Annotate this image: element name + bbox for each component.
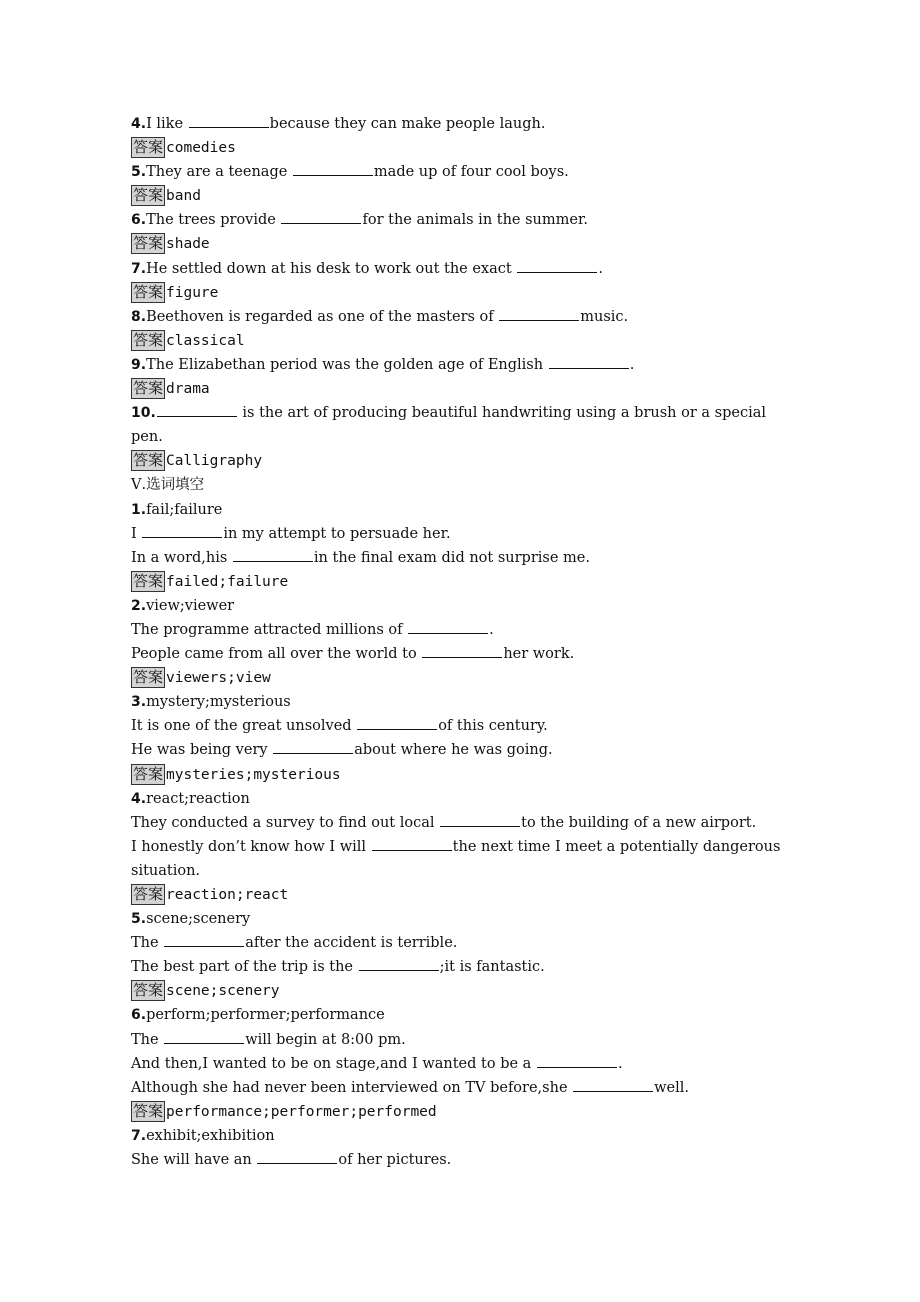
answer-blank xyxy=(440,812,520,827)
sentence-text: ;it is fantastic. xyxy=(439,959,545,976)
sentence-line xyxy=(131,642,796,666)
word-options-line xyxy=(131,594,796,618)
question-number: 9. xyxy=(131,356,147,373)
sentence-text: I honestly don’t know how I will xyxy=(131,838,371,855)
question-number: 10. xyxy=(131,405,156,422)
answer-text: Calligraphy xyxy=(166,453,263,470)
sentence-text: It is one of the great unsolved xyxy=(131,718,357,735)
question-text: for the animals in the summer. xyxy=(362,212,588,229)
answer-blank xyxy=(537,1053,617,1068)
answer-badge: 答案 xyxy=(133,186,164,205)
sentence-text: in my attempt to persuade her. xyxy=(223,525,451,542)
answer-line xyxy=(131,449,796,473)
question-line xyxy=(131,305,796,329)
answer-line xyxy=(131,184,796,208)
question-number: 4. xyxy=(131,790,147,807)
sentence-line xyxy=(131,714,796,738)
sentence-text: after the accident is terrible. xyxy=(245,935,458,952)
sentence-text: of her pictures. xyxy=(338,1152,452,1169)
question-line xyxy=(131,257,796,281)
question-number: 7. xyxy=(131,260,147,277)
word-options-line xyxy=(131,690,796,714)
answer-badge: 答案 xyxy=(133,885,164,903)
answer-blank xyxy=(233,547,313,562)
answer-line xyxy=(131,666,796,690)
answer-text: classical xyxy=(166,332,245,349)
answer-line xyxy=(131,377,796,401)
word-group xyxy=(131,1003,796,1123)
question-number: 6. xyxy=(131,212,147,229)
sentence-text: of this century. xyxy=(438,718,548,735)
word-options-line xyxy=(131,907,796,931)
answer-blank xyxy=(573,1077,653,1092)
answer-line xyxy=(131,1100,796,1124)
sentence-line xyxy=(131,738,796,762)
sentence-text: The xyxy=(131,935,164,952)
answer-line xyxy=(131,136,796,160)
part4-item xyxy=(131,257,796,305)
answer-line xyxy=(131,329,796,353)
question-text: He settled down at his desk to work out the exact xyxy=(146,260,517,277)
word-group xyxy=(131,690,796,786)
part4-item xyxy=(131,208,796,256)
answer-line xyxy=(131,763,796,787)
answer-text: shade xyxy=(166,236,210,253)
sentence-text: People came from all over the world to xyxy=(131,646,422,663)
answer-blank xyxy=(499,306,579,321)
word-group xyxy=(131,907,796,1003)
word-options: perform;performer;performance xyxy=(146,1007,385,1024)
part4-item xyxy=(131,353,796,401)
sentence-line xyxy=(131,546,796,570)
question-line xyxy=(131,112,796,136)
word-group xyxy=(131,594,796,690)
question-text: Beethoven is regarded as one of the masters of xyxy=(146,308,499,325)
answer-badge: 答案 xyxy=(133,234,164,253)
sentence-line xyxy=(131,1148,796,1172)
question-text: The trees provide xyxy=(146,212,281,229)
sentence-text: The best part of the trip is the xyxy=(131,959,358,976)
question-text: made up of four cool boys. xyxy=(373,164,569,181)
answer-badge: 答案 xyxy=(133,282,164,301)
question-number: 2. xyxy=(131,597,147,614)
question-text: The Elizabethan period was the golden age of English xyxy=(146,356,548,373)
word-options: fail;failure xyxy=(146,501,223,518)
answer-line xyxy=(131,570,796,594)
sentence-text: And then,I wanted to be on stage,and I wanted to be a xyxy=(131,1055,536,1072)
answer-blank xyxy=(142,523,222,538)
answer-blank xyxy=(164,1029,244,1044)
exercise-content xyxy=(131,112,796,1172)
sentence-text: the next time I meet a potentially dangerous situation. xyxy=(131,838,781,879)
word-group xyxy=(131,1124,796,1172)
answer-text: band xyxy=(166,188,201,205)
sentence-line xyxy=(131,618,796,642)
sentence-line xyxy=(131,811,796,835)
word-options: view;viewer xyxy=(146,597,235,614)
sentence-text: will begin at 8:00 pm. xyxy=(245,1031,406,1048)
part4-item xyxy=(131,401,796,473)
answer-blank xyxy=(257,1149,337,1164)
sentence-line xyxy=(131,1052,796,1076)
sentence-line xyxy=(131,1076,796,1100)
answer-badge: 答案 xyxy=(133,1101,164,1120)
sentence-line xyxy=(131,835,796,883)
word-options-line xyxy=(131,787,796,811)
word-options-line xyxy=(131,498,796,522)
question-number: 5. xyxy=(131,911,147,928)
sentence-text: They conducted a survey to find out local xyxy=(131,814,440,831)
question-text: because they can make people laugh. xyxy=(269,116,546,132)
sentence-text: I xyxy=(131,525,142,542)
answer-text: drama xyxy=(166,381,210,398)
question-number: 8. xyxy=(131,308,147,325)
sentence-text: about where he was going. xyxy=(354,742,553,759)
sentence-line xyxy=(131,931,796,955)
answer-blank xyxy=(189,113,269,128)
sentence-text: her work. xyxy=(503,646,575,663)
word-options: mystery;mysterious xyxy=(146,694,291,711)
question-line xyxy=(131,160,796,184)
question-text: music. xyxy=(580,308,629,325)
answer-badge: 答案 xyxy=(133,764,164,783)
sentence-text: The xyxy=(131,1031,164,1048)
question-text: They are a teenage xyxy=(146,164,292,181)
sentence-text: She will have an xyxy=(131,1152,257,1169)
answer-text: failed;failure xyxy=(166,573,289,590)
answer-blank xyxy=(357,715,437,730)
sentence-text: to the building of a new airport. xyxy=(521,814,757,831)
word-group xyxy=(131,498,796,594)
sentence-text: Although she had never been interviewed on TV before,she xyxy=(131,1079,573,1096)
answer-text: reaction;react xyxy=(166,887,289,903)
question-number: 4. xyxy=(131,116,147,132)
answer-badge: 答案 xyxy=(133,138,164,157)
answer-badge: 答案 xyxy=(133,330,164,349)
question-line xyxy=(131,401,796,449)
answer-badge: 答案 xyxy=(133,668,164,687)
answer-blank xyxy=(422,643,502,658)
sentence-text: . xyxy=(489,621,494,638)
question-number: 6. xyxy=(131,1007,147,1024)
answer-blank xyxy=(359,956,439,971)
sentence-text: The programme attracted millions of xyxy=(131,621,408,638)
sentence-text: He was being very xyxy=(131,742,273,759)
question-number: 7. xyxy=(131,1127,147,1144)
answer-line xyxy=(131,883,796,907)
question-text: I like xyxy=(146,116,188,132)
answer-badge: 答案 xyxy=(133,379,164,398)
answer-text: scene;scenery xyxy=(166,983,280,1000)
answer-blank xyxy=(157,402,237,417)
question-line xyxy=(131,353,796,377)
answer-line xyxy=(131,281,796,305)
answer-badge: 答案 xyxy=(133,451,164,470)
question-text: is the art of producing beautiful handwriting using a brush or a special pen. xyxy=(131,405,766,446)
question-text: . xyxy=(598,260,603,277)
question-text: . xyxy=(629,356,635,373)
sentence-line xyxy=(131,522,796,546)
question-number: 1. xyxy=(131,501,147,518)
answer-line xyxy=(131,232,796,256)
sentence-text: In a word,his xyxy=(131,549,232,566)
answer-blank xyxy=(517,258,597,273)
part4-item xyxy=(131,112,796,160)
answer-blank xyxy=(408,619,488,634)
answer-text: performance;performer;performed xyxy=(166,1103,437,1120)
sentence-text: well. xyxy=(654,1079,690,1096)
sentence-line xyxy=(131,955,796,979)
answer-text: viewers;view xyxy=(166,670,271,687)
answer-blank xyxy=(281,209,361,224)
word-options-line xyxy=(131,1003,796,1027)
question-line xyxy=(131,208,796,232)
sentence-text: in the final exam did not surprise me. xyxy=(313,549,590,566)
answer-line xyxy=(131,979,796,1003)
answer-badge: 答案 xyxy=(133,571,164,590)
word-options: react;reaction xyxy=(146,790,250,807)
answer-text: mysteries;mysterious xyxy=(166,766,341,783)
part4-item xyxy=(131,305,796,353)
question-number: 3. xyxy=(131,694,147,711)
answer-text: figure xyxy=(166,284,219,301)
answer-text: comedies xyxy=(166,140,236,157)
answer-blank xyxy=(549,354,629,369)
answer-blank xyxy=(164,932,244,947)
answer-blank xyxy=(293,161,373,176)
answer-blank xyxy=(273,739,353,754)
word-options: exhibit;exhibition xyxy=(146,1127,275,1144)
word-group xyxy=(131,787,796,907)
answer-blank xyxy=(372,836,452,851)
sentence-line xyxy=(131,1028,796,1052)
section-heading: Ⅴ.选词填空 xyxy=(131,477,205,494)
answer-badge: 答案 xyxy=(133,981,164,1000)
word-options: scene;scenery xyxy=(146,911,251,928)
word-options-line xyxy=(131,1124,796,1148)
question-number: 5. xyxy=(131,164,147,181)
sentence-text: . xyxy=(617,1055,623,1072)
part4-item xyxy=(131,160,796,208)
